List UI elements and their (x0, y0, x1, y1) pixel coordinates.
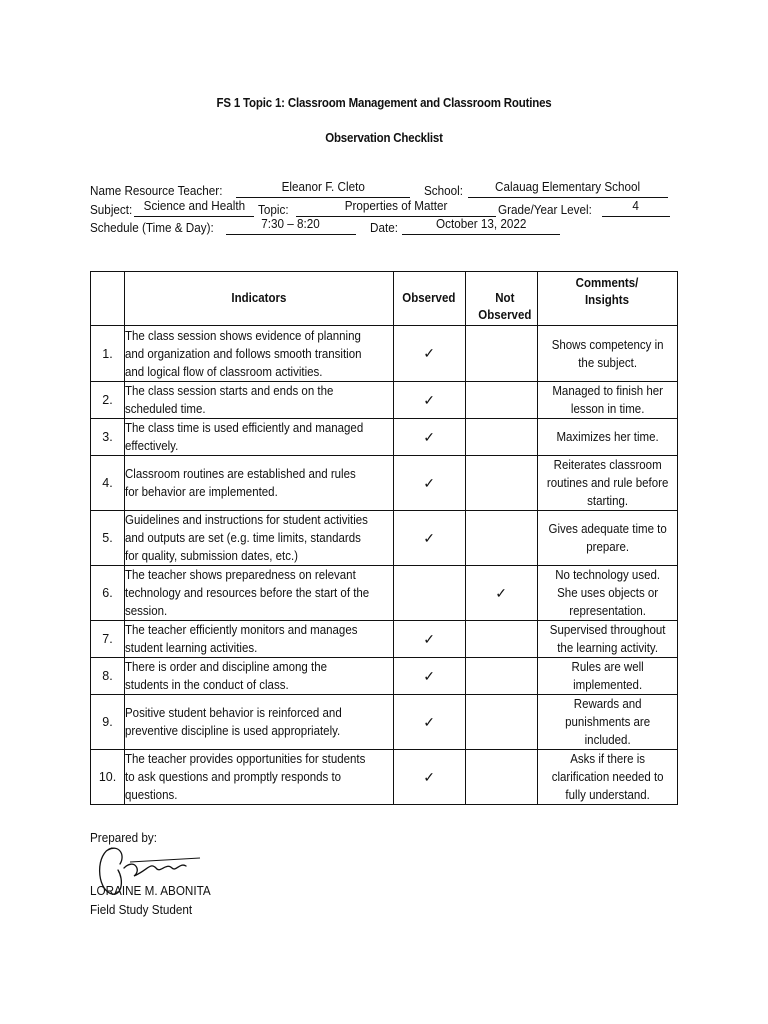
table-row (91, 326, 678, 382)
row-observed-check: ✓ (393, 382, 465, 419)
header-observed: Observed (393, 272, 465, 326)
row-indicator: Guidelines and instructions for student activities and outputs are set (e.g. time limits, standards for quality, submission dates, etc.) (125, 511, 393, 566)
row-indicator: The teacher provides opportunities for students to ask questions and promptly responds to questions. (125, 750, 393, 805)
row-not-observed-check (465, 326, 537, 382)
subject-label: Subject: (90, 202, 133, 217)
observation-checklist-table (90, 271, 678, 805)
row-number: 10. (91, 750, 125, 805)
row-not-observed-check (465, 382, 537, 419)
row-number: 7. (91, 621, 125, 658)
row-number: 2. (91, 382, 125, 419)
grade-field (602, 198, 670, 217)
row-observed-check: ✓ (393, 750, 465, 805)
table-row (91, 695, 678, 750)
row-not-observed-check (465, 511, 537, 566)
row-indicator: The class time is used efficiently and managed effectively. (125, 419, 393, 456)
row-not-observed-check (465, 419, 537, 456)
row-observed-check (393, 566, 465, 621)
table-row (91, 382, 678, 419)
table-row (91, 511, 678, 566)
row-number: 1. (91, 326, 125, 382)
table-row (91, 456, 678, 511)
school-value: Calauag Elementary School (495, 179, 641, 194)
header-indicators: Indicators (125, 272, 393, 326)
row-not-observed-check (465, 695, 537, 750)
row-comment: Rewards and punishments are included. (537, 695, 677, 750)
page-title: FS 1 Topic 1: Classroom Management and Classroom Routines (216, 96, 552, 110)
table-row (91, 658, 678, 695)
row-not-observed-check (465, 658, 537, 695)
row-comment: Asks if there is clarification needed to fully understand. (537, 750, 677, 805)
topic-field (296, 198, 496, 217)
row-indicator: The class session starts and ends on the scheduled time. (125, 382, 393, 419)
date-label: Date: (370, 220, 398, 235)
row-number: 5. (91, 511, 125, 566)
school-label: School: (424, 183, 464, 198)
row-indicator: Positive student behavior is reinforced and preventive discipline is used appropriately. (125, 695, 393, 750)
subject-value: Science and Health (143, 198, 245, 213)
row-comment: Reiterates classroom routines and rule before starting. (537, 456, 677, 511)
prepared-by-label: Prepared by: (90, 830, 157, 845)
row-observed-check: ✓ (393, 658, 465, 695)
schedule-label: Schedule (Time & Day): (90, 220, 214, 235)
row-observed-check: ✓ (393, 456, 465, 511)
row-indicator: The teacher shows preparedness on relevant technology and resources before the start of the session. (125, 566, 393, 621)
row-not-observed-check (465, 456, 537, 511)
row-observed-check: ✓ (393, 511, 465, 566)
table-row (91, 566, 678, 621)
row-comment: Supervised throughout the learning activity. (537, 621, 677, 658)
row-comment: Maximizes her time. (537, 419, 677, 456)
schedule-value: 7:30 – 8:20 (261, 216, 321, 231)
topic-value: Properties of Matter (344, 198, 448, 213)
row-number: 4. (91, 456, 125, 511)
row-not-observed-check (465, 621, 537, 658)
row-observed-check: ✓ (393, 326, 465, 382)
header-number (91, 272, 125, 326)
header-comments: Comments/ Insights (537, 272, 677, 326)
row-observed-check: ✓ (393, 419, 465, 456)
row-observed-check: ✓ (393, 621, 465, 658)
row-indicator: The teacher efficiently monitors and manages student learning activities. (125, 621, 393, 658)
row-comment: Managed to finish her lesson in time. (537, 382, 677, 419)
school-field (468, 179, 668, 198)
row-number: 8. (91, 658, 125, 695)
row-not-observed-check (465, 750, 537, 805)
row-number: 6. (91, 566, 125, 621)
row-number: 3. (91, 419, 125, 456)
grade-value: 4 (632, 198, 640, 213)
row-comment: Rules are well implemented. (537, 658, 677, 695)
teacher-label: Name Resource Teacher: (90, 183, 223, 198)
student-name: LORAINE M. ABONITA (90, 883, 211, 898)
header-not-observed: Not Observed (465, 272, 537, 326)
table-header-row (91, 272, 678, 326)
row-comment: Gives adequate time to prepare. (537, 511, 677, 566)
teacher-value: Eleanor F. Cleto (281, 179, 365, 194)
table-row (91, 621, 678, 658)
table-row (91, 419, 678, 456)
student-role: Field Study Student (90, 902, 193, 917)
row-comment: Shows competency in the subject. (537, 326, 677, 382)
teacher-field (236, 179, 410, 198)
table-row (91, 750, 678, 805)
topic-label: Topic: (258, 202, 289, 217)
date-field (402, 216, 560, 235)
row-observed-check: ✓ (393, 695, 465, 750)
row-indicator: There is order and discipline among the students in the conduct of class. (125, 658, 393, 695)
row-indicator: The class session shows evidence of planning and organization and follows smooth transition and logical flow of classroom activities. (125, 326, 393, 382)
row-not-observed-check: ✓ (465, 566, 537, 621)
schedule-field (226, 216, 356, 235)
page-subtitle: Observation Checklist (325, 131, 443, 145)
row-comment: No technology used. She uses objects or representation. (537, 566, 677, 621)
grade-label: Grade/Year Level: (498, 202, 592, 217)
subject-field (134, 198, 254, 217)
row-indicator: Classroom routines are established and rules for behavior are implemented. (125, 456, 393, 511)
row-number: 9. (91, 695, 125, 750)
date-value: October 13, 2022 (435, 216, 527, 231)
